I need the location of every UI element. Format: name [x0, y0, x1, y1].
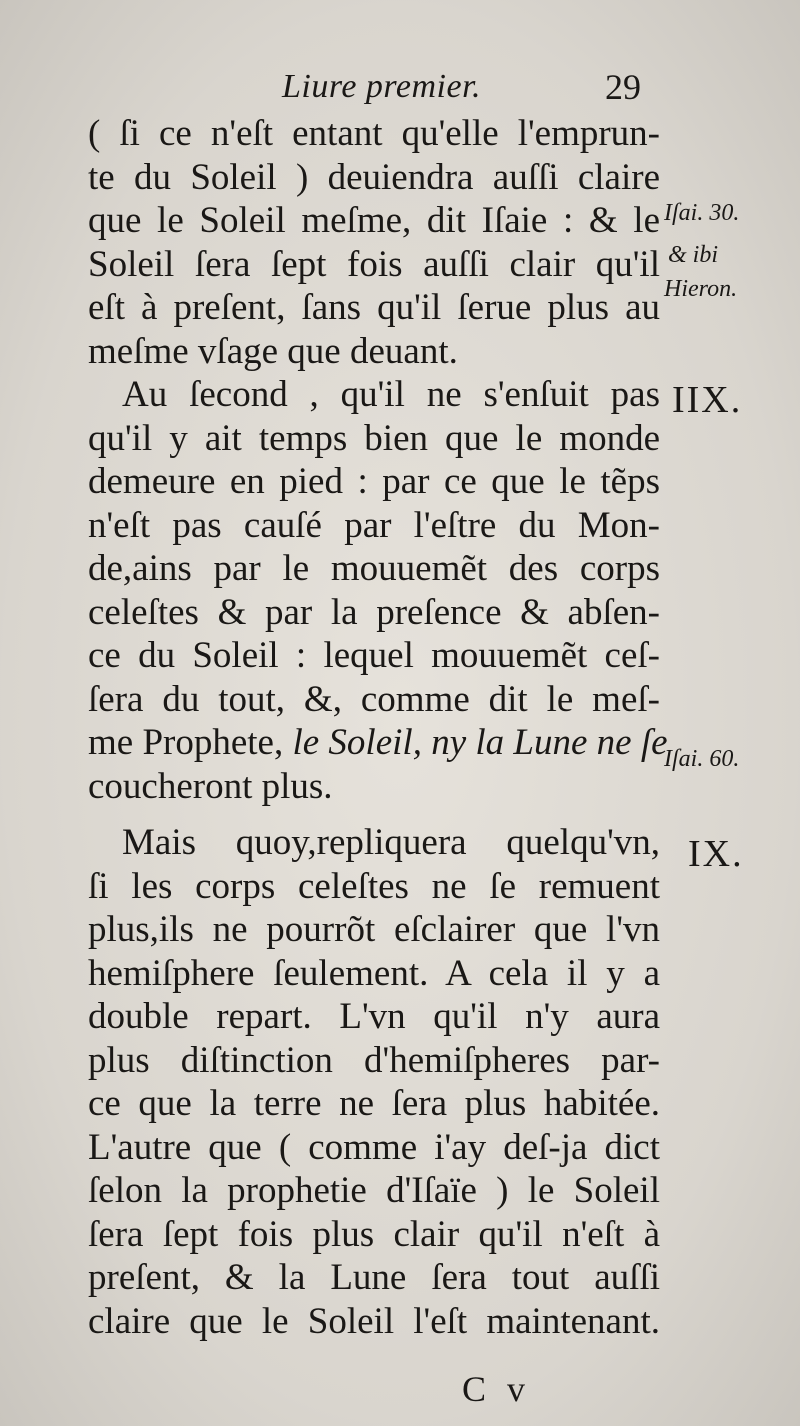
- text-segment: me Prophete,: [88, 722, 284, 763]
- text-line: plus diſtinction d'hemiſpheres par-: [88, 1039, 660, 1081]
- text-line: double repart. L'vn qu'il n'y aura: [88, 996, 660, 1037]
- text-line: Soleil ſera ſept fois auſſi clair qu'il: [88, 243, 660, 285]
- text-line: celeſtes & par la preſence & abſen-: [88, 591, 660, 633]
- margin-reference: & ibi: [668, 242, 719, 268]
- text-line: meſme vſage que deuant.: [88, 330, 458, 372]
- text-line: plus,ils ne pourrõt eſclairer que l'vn: [88, 909, 660, 950]
- text-line: ſera ſept fois plus clair qu'il n'eſt à: [88, 1213, 660, 1255]
- text-line: claire que le Soleil l'eſt maintenant.: [88, 1300, 660, 1342]
- text-line: ſelon la prophetie d'Iſaïe ) le Soleil: [88, 1170, 660, 1211]
- main-text: [88, 112, 668, 1343]
- text-line: n'eſt pas cauſé par l'eſtre du Mon-: [88, 504, 660, 546]
- text-line-with-quote: [88, 721, 668, 765]
- text-line: L'autre que ( comme i'ay deſ-ja dict: [88, 1126, 660, 1168]
- text-line: eſt à preſent, ſans qu'il ſerue plus au: [88, 287, 660, 328]
- text-line: preſent, & la Lune ſera tout auſſi: [88, 1257, 660, 1298]
- text-line: ( ſi ce n'eſt entant qu'elle l'emprun-: [88, 113, 660, 154]
- text-line: qu'il y ait temps bien que le monde: [88, 417, 660, 459]
- text-line: te du Soleil ) deuiendra auſſi claire: [88, 156, 660, 198]
- text-line: ce du Soleil : lequel mouuemẽt ceſ-: [88, 635, 660, 676]
- text-line: de,ains par le mouuemẽt des corps: [88, 548, 660, 589]
- text-line: hemiſphere ſeulement. A cela il y a: [88, 952, 660, 994]
- running-title: Liure premier.: [282, 68, 482, 105]
- margin-section-number: IIX.: [672, 379, 743, 421]
- text-line: Mais quoy,repliquera quelqu'vn,: [122, 822, 660, 863]
- text-line: ce que la terre ne ſera plus habitée.: [88, 1083, 660, 1124]
- text-line: demeure en pied : par ce que le tẽps: [88, 461, 660, 502]
- text-line: que le Soleil meſme, dit Iſaie : & le: [88, 200, 660, 241]
- text-line: ſi les corps celeſtes ne ſe remuent: [88, 865, 660, 907]
- italic-quote: le Soleil, ny la Lune ne ſe: [292, 722, 668, 763]
- margin-reference: Iſai. 60.: [664, 746, 740, 772]
- margin-reference: Iſai. 30.: [664, 200, 740, 226]
- margin-reference: Hieron.: [664, 276, 738, 302]
- text-line: ſera du tout, &, comme dit le meſ-: [88, 678, 660, 720]
- margin-section-number: IX.: [688, 833, 744, 875]
- italic-quote-line: coucheront plus.: [88, 765, 333, 807]
- page-header: [0, 62, 800, 112]
- page-number: 29: [605, 67, 641, 107]
- signature-mark: C v: [462, 1369, 532, 1409]
- text-line: Au ſecond , qu'il ne s'enſuit pas: [122, 374, 660, 415]
